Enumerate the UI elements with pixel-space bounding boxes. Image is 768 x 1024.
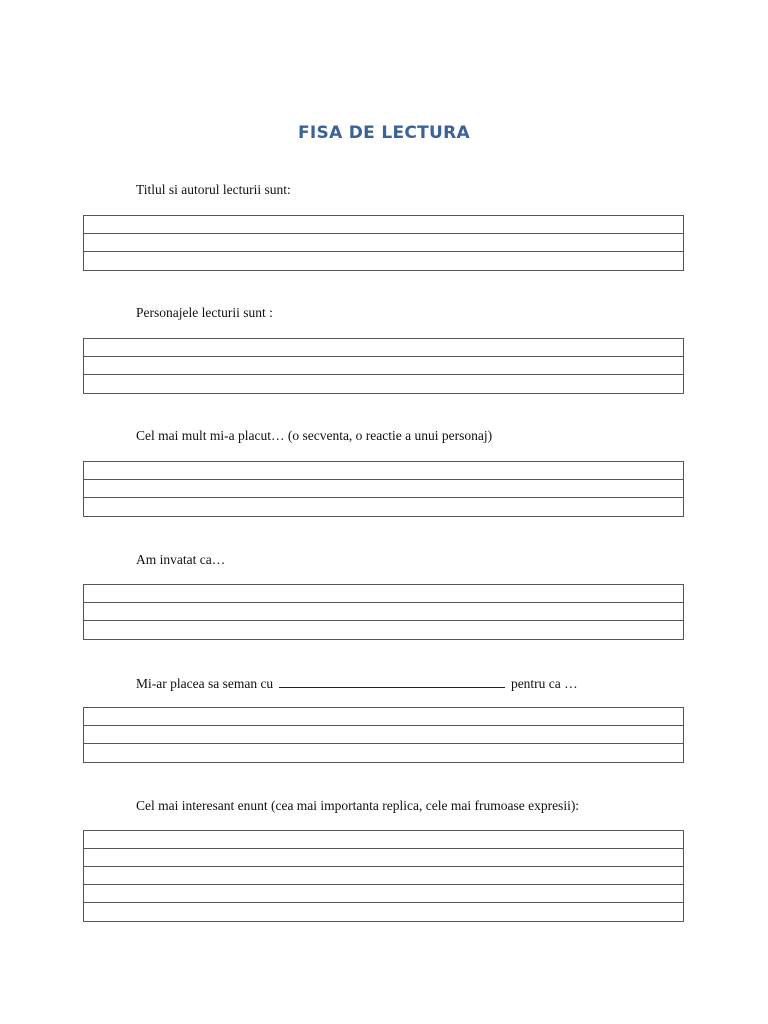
section-prompt-liked-most: Cel mai mult mi-a placut… (o secventa, o reactie a unui personaj): [136, 428, 493, 443]
answer-line[interactable]: [84, 498, 683, 516]
answer-line[interactable]: [84, 885, 683, 903]
answer-line[interactable]: [84, 621, 683, 639]
answer-line[interactable]: [84, 849, 683, 867]
answer-lines-liked-most: [83, 461, 684, 517]
answer-lines-characters: [83, 338, 684, 394]
answer-lines-interesting: [83, 830, 684, 922]
answer-line[interactable]: [84, 357, 683, 375]
answer-line[interactable]: [84, 375, 683, 393]
answer-line[interactable]: [84, 234, 683, 252]
answer-lines-resemble: [83, 707, 684, 763]
section-prompt-learned: Am invatat ca…: [136, 552, 226, 567]
answer-line[interactable]: [84, 480, 683, 498]
section-prompt-interesting: Cel mai interesant enunt (cea mai importanta replica, cele mai frumoase expresii):: [136, 798, 580, 813]
fill-in-blank[interactable]: [279, 677, 505, 688]
answer-line[interactable]: [84, 903, 683, 921]
answer-line[interactable]: [84, 744, 683, 762]
answer-line[interactable]: [84, 252, 683, 270]
page-title: FISA DE LECTURA: [298, 123, 470, 143]
prompt-text-before: Mi-ar placea sa seman cu: [136, 676, 274, 691]
answer-line[interactable]: [84, 462, 683, 480]
answer-line[interactable]: [84, 831, 683, 849]
answer-line[interactable]: [84, 867, 683, 885]
answer-line[interactable]: [84, 603, 683, 621]
section-prompt-resemble: [136, 676, 578, 692]
answer-line[interactable]: [84, 708, 683, 726]
answer-line[interactable]: [84, 339, 683, 357]
answer-line[interactable]: [84, 726, 683, 744]
prompt-text-after: pentru ca …: [510, 676, 578, 691]
answer-line[interactable]: [84, 585, 683, 603]
section-prompt-title-author: Titlul si autorul lecturii sunt:: [136, 182, 291, 197]
answer-line[interactable]: [84, 216, 683, 234]
answer-lines-learned: [83, 584, 684, 640]
section-prompt-characters: Personajele lecturii sunt :: [136, 305, 273, 320]
answer-lines-title-author: [83, 215, 684, 271]
